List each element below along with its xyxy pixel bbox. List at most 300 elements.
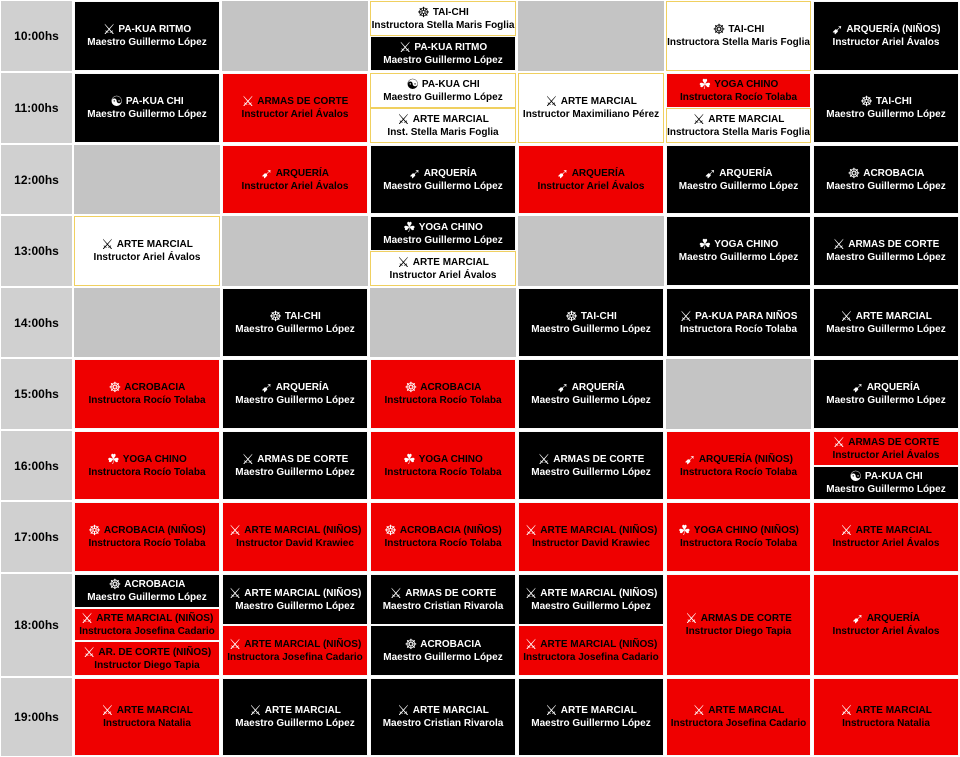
class-title: ARMAS DE CORTE	[848, 436, 940, 448]
schedule-cell	[73, 677, 221, 757]
class-instructor: Instructora Rocío Tolaba	[679, 538, 798, 549]
class-title: ARQUERÍA	[866, 382, 921, 393]
class-instructor: Instructora Stella Maris Foglia	[667, 37, 810, 48]
class-title-row	[82, 643, 212, 660]
class-title: ARQUERÍA	[275, 382, 330, 393]
class-block[interactable]	[813, 216, 959, 286]
class-block[interactable]	[666, 502, 811, 572]
schedule-cell	[517, 0, 665, 72]
schedule-cell	[369, 358, 517, 430]
class-instructor: Instructora Rocío Tolaba	[88, 466, 206, 478]
class-block[interactable]	[370, 678, 516, 756]
schedule-cell	[517, 72, 665, 144]
class-title-row	[698, 75, 779, 92]
class-block[interactable]	[370, 574, 516, 625]
class-title: ARQUERÍA	[275, 167, 330, 179]
schedule-cell	[221, 72, 369, 144]
schedule-cell	[369, 72, 517, 144]
class-title: ARTE MARCIAL	[560, 705, 637, 716]
class-title: ARTE MARCIAL	[412, 256, 489, 268]
class-block[interactable]	[74, 73, 220, 143]
class-block[interactable]	[370, 251, 516, 286]
class-instructor: Maestro Guillermo López	[235, 395, 355, 406]
schedule-cell	[73, 144, 221, 215]
class-title: ARTE MARCIAL (NIÑOS)	[540, 525, 658, 536]
class-block[interactable]	[222, 359, 368, 429]
class-instructor: Instructor Ariel Ávalos	[832, 449, 940, 461]
class-title-row	[847, 164, 925, 181]
schedule-cell	[665, 358, 812, 430]
class-title: YOGA CHINO (NIÑOS)	[693, 525, 799, 536]
class-block[interactable]	[370, 359, 516, 429]
class-block[interactable]	[370, 216, 516, 251]
class-block[interactable]	[74, 678, 220, 756]
schedule-cell	[221, 287, 369, 358]
class-block[interactable]	[370, 108, 516, 143]
class-title-row	[269, 307, 321, 324]
schedule-cell	[812, 358, 960, 430]
class-title: TAI-CHI	[432, 6, 469, 18]
class-title-row	[261, 381, 329, 394]
schedule-cell	[369, 287, 517, 358]
class-title-row	[397, 110, 489, 127]
class-block[interactable]	[813, 502, 959, 572]
class-instructor: Maestro Guillermo López	[826, 180, 946, 192]
schedule-cell	[221, 573, 369, 677]
class-block[interactable]	[518, 359, 664, 429]
schedule-cell	[369, 215, 517, 287]
schedule-cell	[369, 430, 517, 501]
schedule-cell	[369, 677, 517, 757]
schedule-cell	[517, 573, 665, 677]
schedule-cell	[812, 0, 960, 72]
taichi-figure-icon: ☸	[860, 93, 873, 109]
class-block[interactable]	[518, 288, 664, 357]
taichi-figure-icon: ☸	[565, 307, 578, 324]
martial-figure-icon: ⚔	[80, 609, 94, 626]
yin-yang-icon: ☯	[406, 75, 419, 92]
class-instructor: Maestro Guillermo López	[383, 180, 503, 192]
martial-figure-icon: ⚔	[249, 702, 262, 718]
schedule-cell	[73, 358, 221, 430]
class-title: ARQUERÍA (NIÑOS)	[846, 24, 941, 35]
time-label: 17:00hs	[0, 501, 73, 573]
class-instructor: Instructor Ariel Ávalos	[241, 109, 349, 120]
schedule-cell	[221, 0, 369, 72]
class-title: ARTE MARCIAL (NIÑOS)	[540, 638, 658, 650]
archery-figure-icon: ➹	[851, 379, 864, 395]
yoga-figure-icon: ☘	[678, 522, 691, 538]
class-instructor: Maestro Guillermo López	[235, 466, 355, 478]
class-block[interactable]	[74, 359, 220, 429]
class-title: ARQUERÍA	[423, 167, 478, 179]
class-block[interactable]	[518, 678, 664, 756]
sword-figure-icon: ⚔	[832, 433, 846, 450]
class-title: ARTE MARCIAL (NIÑOS)	[96, 612, 214, 624]
schedule-cell	[73, 573, 221, 677]
class-block[interactable]	[666, 73, 811, 108]
class-title: ARTE MARCIAL	[412, 113, 489, 125]
class-instructor: Instructor Ariel Ávalos	[832, 538, 940, 549]
schedule-cell	[73, 215, 221, 287]
class-instructor: Instructor David Krawiec	[532, 538, 650, 549]
class-block[interactable]	[370, 145, 516, 214]
class-title: ARQUERÍA	[571, 382, 626, 393]
class-title: ACROBACIA	[420, 638, 482, 650]
schedule-cell	[812, 215, 960, 287]
schedule-cell	[369, 0, 517, 72]
class-instructor: Instructora Rocío Tolaba	[88, 538, 206, 549]
class-instructor: Maestro Guillermo López	[531, 323, 651, 335]
schedule-cell	[665, 430, 812, 501]
schedule-cell	[812, 501, 960, 573]
time-label: 14:00hs	[0, 287, 73, 358]
class-block[interactable]	[222, 73, 368, 143]
class-instructor: Instructor Maximiliano Pérez	[522, 109, 660, 120]
schedule-cell	[369, 573, 517, 677]
archery-figure-icon: ➹	[851, 610, 864, 626]
class-block[interactable]	[74, 608, 220, 641]
class-title-row	[713, 23, 764, 36]
class-instructor: Instructor Diego Tapia	[94, 659, 200, 671]
schedule-cell	[73, 430, 221, 501]
class-instructor: Instructor Ariel Ávalos	[241, 180, 349, 192]
class-block[interactable]	[74, 574, 220, 608]
time-label: 18:00hs	[0, 573, 73, 677]
class-title: ARTE MARCIAL	[855, 525, 932, 536]
class-title-row	[524, 584, 658, 601]
class-title-row	[384, 524, 501, 537]
class-block[interactable]	[74, 502, 220, 572]
schedule-cell	[517, 430, 665, 501]
class-instructor: Instructora Josefina Cadario	[670, 718, 807, 729]
archery-figure-icon: ➹	[556, 164, 569, 181]
class-title: ARQUERÍA	[719, 167, 773, 179]
class-title-row	[557, 381, 625, 394]
class-title: ARQUERÍA	[571, 167, 626, 179]
schedule-cell	[517, 215, 665, 287]
schedule-cell	[665, 573, 812, 677]
class-title: PA-KUA RITMO	[414, 41, 488, 53]
class-title: ARTE MARCIAL	[116, 239, 193, 250]
class-title: ACROBACIA	[124, 382, 186, 393]
class-title-row	[389, 584, 497, 601]
class-instructor: Maestro Guillermo López	[87, 37, 207, 48]
martial-figure-icon: ⚔	[545, 93, 558, 109]
class-title: ARTE MARCIAL	[264, 705, 341, 716]
martial-figure-icon: ⚔	[524, 584, 538, 601]
class-title: ARMAS DE CORTE	[405, 587, 497, 599]
class-title: ACROBACIA (NIÑOS)	[399, 525, 502, 536]
archery-figure-icon: ➹	[831, 21, 844, 37]
schedule-cell	[665, 0, 812, 72]
class-instructor: Instructora Rocío Tolaba	[88, 395, 206, 406]
class-block[interactable]	[370, 431, 516, 500]
schedule-cell	[812, 677, 960, 757]
sword-figure-icon: ⚔	[241, 450, 255, 467]
class-title: ACROBACIA	[124, 579, 186, 590]
class-title: PA-KUA CHI	[421, 78, 480, 90]
class-block[interactable]	[666, 574, 811, 676]
class-title-row	[849, 470, 922, 483]
class-title-row	[524, 635, 658, 652]
class-block[interactable]	[666, 678, 811, 756]
class-instructor: Maestro Guillermo López	[531, 466, 651, 478]
class-title-row	[525, 524, 658, 537]
martial-figure-icon: ⚔	[545, 702, 558, 718]
class-title-row	[80, 609, 214, 626]
class-title-row	[860, 95, 911, 108]
class-instructor: Instructor Ariel Ávalos	[537, 180, 645, 192]
class-instructor: Maestro Guillermo López	[235, 600, 355, 612]
class-instructor: Instructora Natalia	[103, 718, 191, 729]
class-block[interactable]	[370, 1, 516, 36]
martial-figure-icon: ⚔	[840, 307, 853, 324]
class-title-row	[260, 164, 330, 181]
class-instructor: Instructor Ariel Ávalos	[389, 269, 497, 281]
class-block[interactable]	[813, 288, 959, 357]
class-instructor: Maestro Guillermo López	[826, 395, 946, 406]
martial-figure-icon: ⚔	[524, 635, 538, 652]
class-title-row	[404, 635, 482, 652]
class-block[interactable]	[666, 431, 811, 500]
class-block[interactable]	[518, 502, 664, 572]
schedule-cell	[812, 430, 960, 501]
class-title-row	[241, 450, 349, 467]
class-instructor: Instructora Rocío Tolaba	[384, 538, 502, 549]
taichi-figure-icon: ☸	[269, 307, 282, 324]
class-instructor: Maestro Guillermo López	[235, 718, 355, 729]
martial-figure-icon: ⚔	[228, 584, 242, 601]
sword-figure-icon: ⚔	[832, 236, 846, 252]
schedule-cell	[812, 573, 960, 677]
schedule-cell	[665, 72, 812, 144]
schedule-cell	[812, 72, 960, 144]
class-title: YOGA CHINO	[418, 453, 483, 465]
class-title: ARQUERÍA	[866, 613, 921, 624]
class-instructor: Instructor Ariel Ávalos	[832, 37, 940, 48]
class-block[interactable]	[518, 574, 664, 625]
schedule-cell	[665, 501, 812, 573]
acrobatics-figure-icon: ☸	[108, 576, 122, 592]
class-title-row	[693, 704, 785, 717]
time-label: 10:00hs	[0, 0, 73, 72]
schedule-cell	[517, 144, 665, 215]
class-block[interactable]	[74, 1, 220, 71]
schedule-cell	[369, 144, 517, 215]
martial-figure-icon: ⚔	[692, 110, 706, 127]
class-title-row	[679, 307, 798, 324]
schedule-cell	[665, 287, 812, 358]
class-instructor: Maestro Guillermo López	[383, 234, 503, 246]
class-instructor: Maestro Guillermo López	[826, 109, 946, 120]
class-block[interactable]	[222, 678, 368, 756]
class-title-row	[405, 381, 482, 394]
schedule-cell	[221, 677, 369, 757]
class-block[interactable]	[74, 641, 220, 676]
schedule-cell	[73, 0, 221, 72]
class-block[interactable]	[666, 1, 811, 71]
class-title-row	[545, 704, 637, 717]
class-block[interactable]	[370, 73, 516, 108]
taichi-figure-icon: ☸	[712, 21, 726, 37]
class-instructor: Instructor Ariel Ávalos	[93, 252, 201, 263]
class-title-row	[840, 524, 932, 537]
time-label: 15:00hs	[0, 358, 73, 430]
class-title: ARMAS DE CORTE	[848, 239, 940, 250]
class-title-row	[537, 450, 645, 467]
class-title-row	[704, 164, 773, 181]
class-title: YOGA CHINO	[418, 221, 483, 233]
archery-figure-icon: ➹	[556, 379, 569, 395]
yoga-figure-icon: ☘	[698, 236, 712, 252]
class-title-row	[565, 307, 617, 324]
sword-figure-icon: ⚔	[685, 610, 698, 626]
class-block[interactable]	[813, 73, 959, 143]
class-title-row	[228, 584, 362, 601]
class-title-row	[109, 578, 186, 591]
class-title-row	[101, 238, 193, 251]
sword-figure-icon: ⚔	[537, 450, 551, 467]
class-title: PA-KUA PARA NIÑOS	[695, 310, 798, 322]
class-block[interactable]	[370, 625, 516, 676]
martial-figure-icon: ⚔	[397, 253, 410, 270]
class-block[interactable]	[222, 625, 368, 676]
class-title-row	[832, 433, 940, 450]
class-block[interactable]	[813, 359, 959, 429]
class-block[interactable]	[666, 288, 811, 357]
class-block[interactable]	[222, 502, 368, 572]
class-instructor: Maestro Guillermo López	[383, 651, 503, 663]
yin-yang-icon: ☯	[849, 468, 862, 484]
schedule-cell	[221, 215, 369, 287]
class-title-row	[110, 95, 183, 108]
schedule-cell	[221, 144, 369, 215]
class-block[interactable]	[370, 502, 516, 572]
class-title-row	[840, 704, 932, 717]
schedule-cell	[221, 358, 369, 430]
class-instructor: Instructor Ariel Ávalos	[832, 626, 940, 637]
class-title-row	[408, 164, 478, 181]
class-block[interactable]	[666, 216, 811, 286]
class-instructor: Maestro Guillermo López	[826, 484, 946, 495]
acrobatics-figure-icon: ☸	[88, 522, 101, 538]
class-instructor: Maestro Guillermo López	[826, 252, 946, 263]
class-instructor: Instructora Stella Maris Foglia	[371, 19, 515, 31]
schedule-cell	[665, 144, 812, 215]
sword-figure-icon: ⚔	[241, 93, 255, 109]
class-block[interactable]	[222, 574, 368, 625]
class-title-row	[229, 524, 362, 537]
class-title-row	[88, 524, 205, 537]
martial-figure-icon: ⚔	[679, 307, 693, 324]
class-instructor: Instructora Natalia	[842, 718, 930, 729]
yoga-figure-icon: ☘	[403, 218, 416, 235]
class-block[interactable]	[813, 431, 959, 466]
class-instructor: Maestro Guillermo López	[531, 395, 651, 406]
class-block[interactable]	[74, 216, 220, 286]
class-block[interactable]	[518, 145, 664, 214]
schedule-cell	[812, 287, 960, 358]
time-label: 11:00hs	[0, 72, 73, 144]
martial-figure-icon: ⚔	[397, 702, 410, 718]
class-block[interactable]	[666, 145, 811, 214]
class-block[interactable]	[813, 678, 959, 756]
class-instructor: Maestro Guillermo López	[87, 592, 207, 603]
class-title-row	[685, 612, 792, 625]
class-title: ARTE MARCIAL	[560, 96, 637, 107]
archery-figure-icon: ➹	[684, 450, 696, 467]
class-title-row	[556, 164, 626, 181]
schedule-cell	[517, 358, 665, 430]
schedule-cell	[517, 501, 665, 573]
class-instructor: Inst. Stella Maris Foglia	[387, 126, 499, 138]
class-block[interactable]	[813, 574, 959, 676]
acrobatics-figure-icon: ☸	[847, 164, 861, 181]
yoga-figure-icon: ☘	[403, 450, 416, 467]
class-instructor: Maestro Guillermo López	[383, 54, 503, 66]
class-title: ARMAS DE CORTE	[257, 453, 349, 465]
archery-figure-icon: ➹	[260, 379, 273, 395]
class-title: ARTE MARCIAL (NIÑOS)	[244, 525, 362, 536]
class-title: TAI-CHI	[875, 96, 912, 107]
class-block[interactable]	[518, 625, 664, 676]
class-instructor: Instructora Josefina Cadario	[79, 625, 215, 637]
class-block[interactable]	[222, 431, 368, 500]
class-title: ARMAS DE CORTE	[553, 453, 645, 465]
martial-figure-icon: ⚔	[101, 702, 114, 718]
class-title: TAI-CHI	[580, 310, 617, 322]
class-title-row	[103, 23, 191, 36]
class-instructor: Maestro Guillermo López	[87, 109, 207, 120]
class-title: PA-KUA RITMO	[118, 24, 192, 35]
sword-figure-icon: ⚔	[82, 643, 96, 660]
class-instructor: Maestro Cristian Rivarola	[382, 600, 504, 612]
class-block[interactable]	[666, 108, 811, 143]
class-instructor: Instructor David Krawiec	[236, 538, 354, 549]
class-title: TAI-CHI	[284, 310, 321, 322]
class-instructor: Maestro Guillermo López	[531, 718, 651, 729]
class-block[interactable]	[813, 145, 959, 214]
taichi-figure-icon: ☸	[417, 3, 430, 20]
class-block[interactable]	[370, 36, 516, 71]
class-block[interactable]	[74, 431, 220, 500]
schedule-cell	[221, 430, 369, 501]
class-block[interactable]	[518, 73, 664, 143]
class-block[interactable]	[222, 145, 368, 214]
schedule-cell	[812, 144, 960, 215]
class-block[interactable]	[813, 1, 959, 71]
martial-figure-icon: ⚔	[840, 702, 853, 718]
schedule-cell	[369, 501, 517, 573]
class-title-row	[692, 110, 785, 127]
martial-figure-icon: ⚔	[840, 522, 853, 538]
class-block[interactable]	[518, 431, 664, 500]
class-title: ARTE MARCIAL (NIÑOS)	[244, 638, 362, 650]
class-title: ARQUERÍA (NIÑOS)	[698, 453, 793, 465]
class-title: ARTE MARCIAL (NIÑOS)	[244, 587, 362, 599]
class-title-row	[228, 635, 362, 652]
class-block[interactable]	[813, 466, 959, 500]
martial-figure-icon: ⚔	[228, 522, 242, 538]
time-label: 19:00hs	[0, 677, 73, 757]
pakua-figure-icon: ⚔	[398, 38, 412, 55]
schedule-cell	[73, 287, 221, 358]
class-title-row	[397, 704, 489, 717]
class-block[interactable]	[222, 288, 368, 357]
class-title: ARTE MARCIAL	[708, 113, 785, 125]
class-instructor: Instructora Josefina Cadario	[227, 651, 363, 663]
